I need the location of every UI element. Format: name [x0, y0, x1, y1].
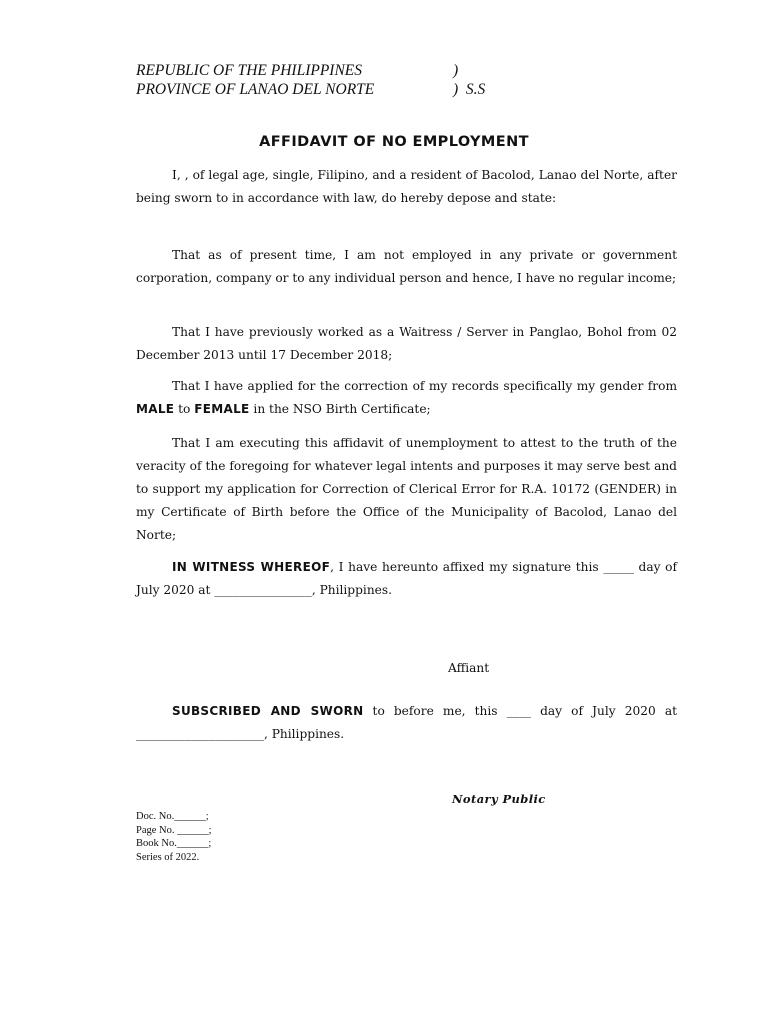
p4-female: FEMALE [194, 402, 250, 416]
caption-republic-text: REPUBLIC OF THE PHILIPPINES [136, 62, 363, 79]
paragraph-intro: I, , of legal age, single, Filipino, and a resident of Bacolod, Lanao del Norte, after being sworn to in accordance with law, do hereby depose and state: [136, 168, 677, 205]
series: Series of 2022. [136, 851, 200, 863]
subscribed-text: to before me, this ____ day of July 2020 at _____________________, Philippines. [136, 704, 677, 741]
paragraph-previous-work: That I have previously worked as a Waitress / Server in Panglao, Bohol from 02 December 2013 until 17 December 2018; [136, 325, 677, 362]
notary-public-label: Notary Public [452, 792, 546, 806]
paragraph-not-employed: That as of present time, I am not employed in any private or government corporation, company or to any individual person and hence, I have no regular income; [136, 248, 677, 285]
p4-text-a: That I have applied for the correction of my records specifically my gender from [172, 379, 677, 393]
witness-text: , I have hereunto affixed my signature this _____ day of July 2020 at ________________, Philippines. [136, 560, 678, 597]
paragraph-witness [136, 556, 677, 602]
paragraph-subscribed [136, 700, 677, 746]
paragraph-purpose: That I am executing this affidavit of unemployment to attest to the truth of the veracity of the foregoing for whatever legal intents and purposes it may serve best and to support my application for Correction of Clerical Error for R.A. 10172 (GENDER) in my Certificate of Birth before the Office of the Municipality of Bacolod, Lanao del Norte; [136, 436, 677, 542]
witness-heading: IN WITNESS WHEREOF [172, 560, 331, 574]
paragraph-gender-correction [136, 375, 677, 421]
p4-male: MALE [136, 402, 175, 416]
doc-info-block [136, 810, 212, 864]
doc-no: Doc. No.______; [136, 811, 209, 822]
page-no: Page No. ______; [136, 824, 212, 836]
book-no: Book No.______; [136, 838, 212, 849]
caption-ss-mark: ) S.S [453, 81, 486, 98]
affiant-label: Affiant [448, 661, 490, 675]
document-title: AFFIDAVIT OF NO EMPLOYMENT [259, 134, 529, 150]
subscribed-heading: SUBSCRIBED AND SWORN [172, 704, 364, 718]
caption-province-text: PROVINCE OF LANAO DEL NORTE [136, 81, 375, 98]
caption-paren-1: ) [453, 62, 459, 79]
p4-text-b: to [174, 402, 195, 416]
p4-text-c: in the NSO Birth Certificate; [249, 402, 431, 416]
